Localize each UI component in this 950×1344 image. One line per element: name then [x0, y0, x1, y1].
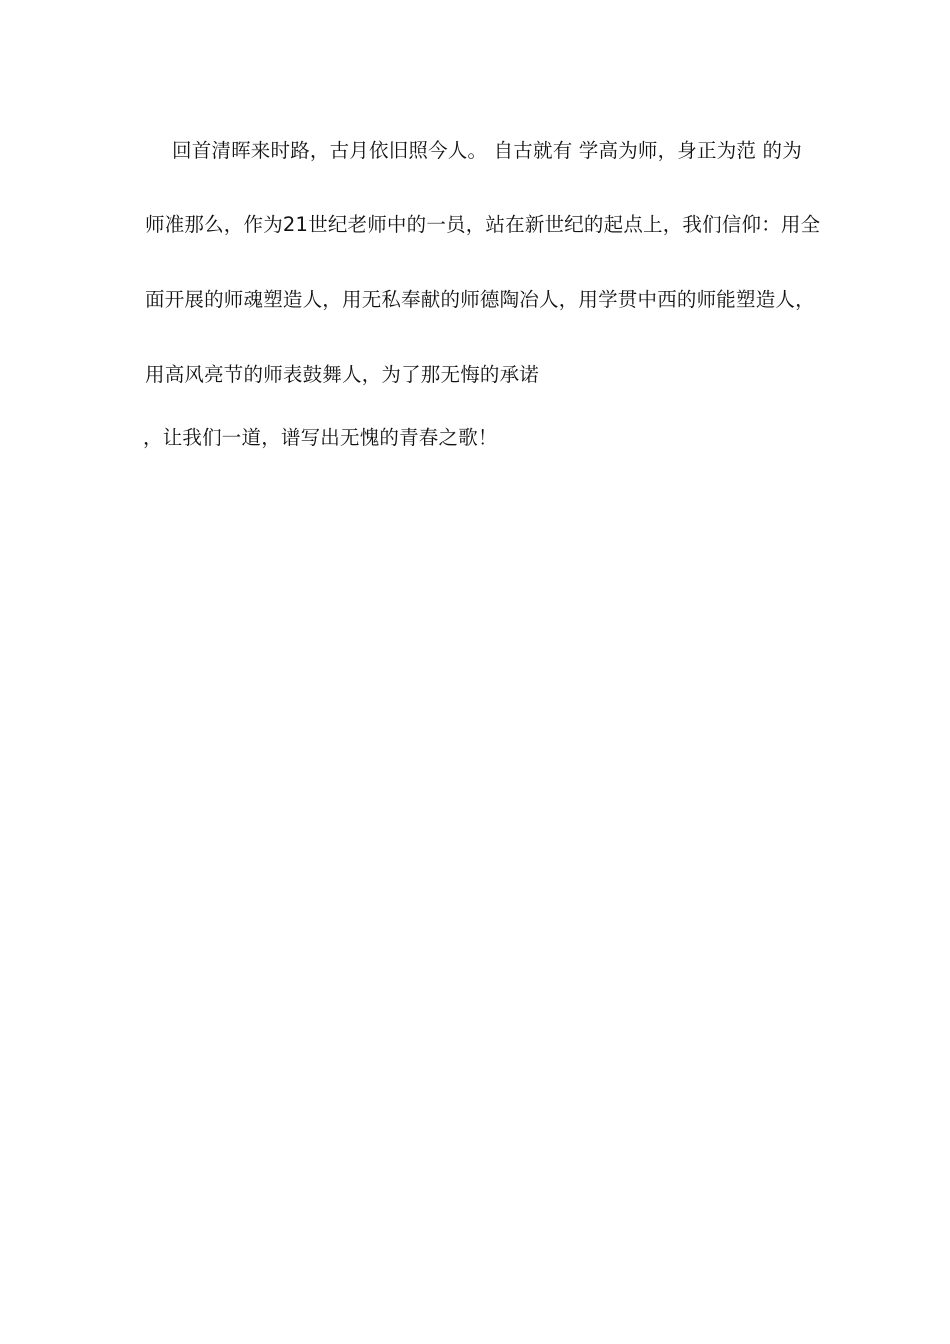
paragraph-line-5: ，让我们一道，谱写出无愧的青春之歌！	[143, 426, 498, 449]
paragraph-line-3: 面开展的师魂塑造人，用无私奉献的师德陶冶人，用学贯中西的师能塑造人，	[145, 288, 815, 311]
paragraph-line-2: 师准那么，作为21世纪老师中的一员，站在新世纪的起点上，我们信仰：用全	[145, 213, 821, 236]
paragraph-line-4: 用高风亮节的师表鼓舞人，为了那无悔的承诺	[145, 363, 540, 386]
paragraph-line-1: 回首清晖来时路，古月依旧照今人。 自古就有 学高为师，身正为范 的为	[172, 139, 802, 162]
